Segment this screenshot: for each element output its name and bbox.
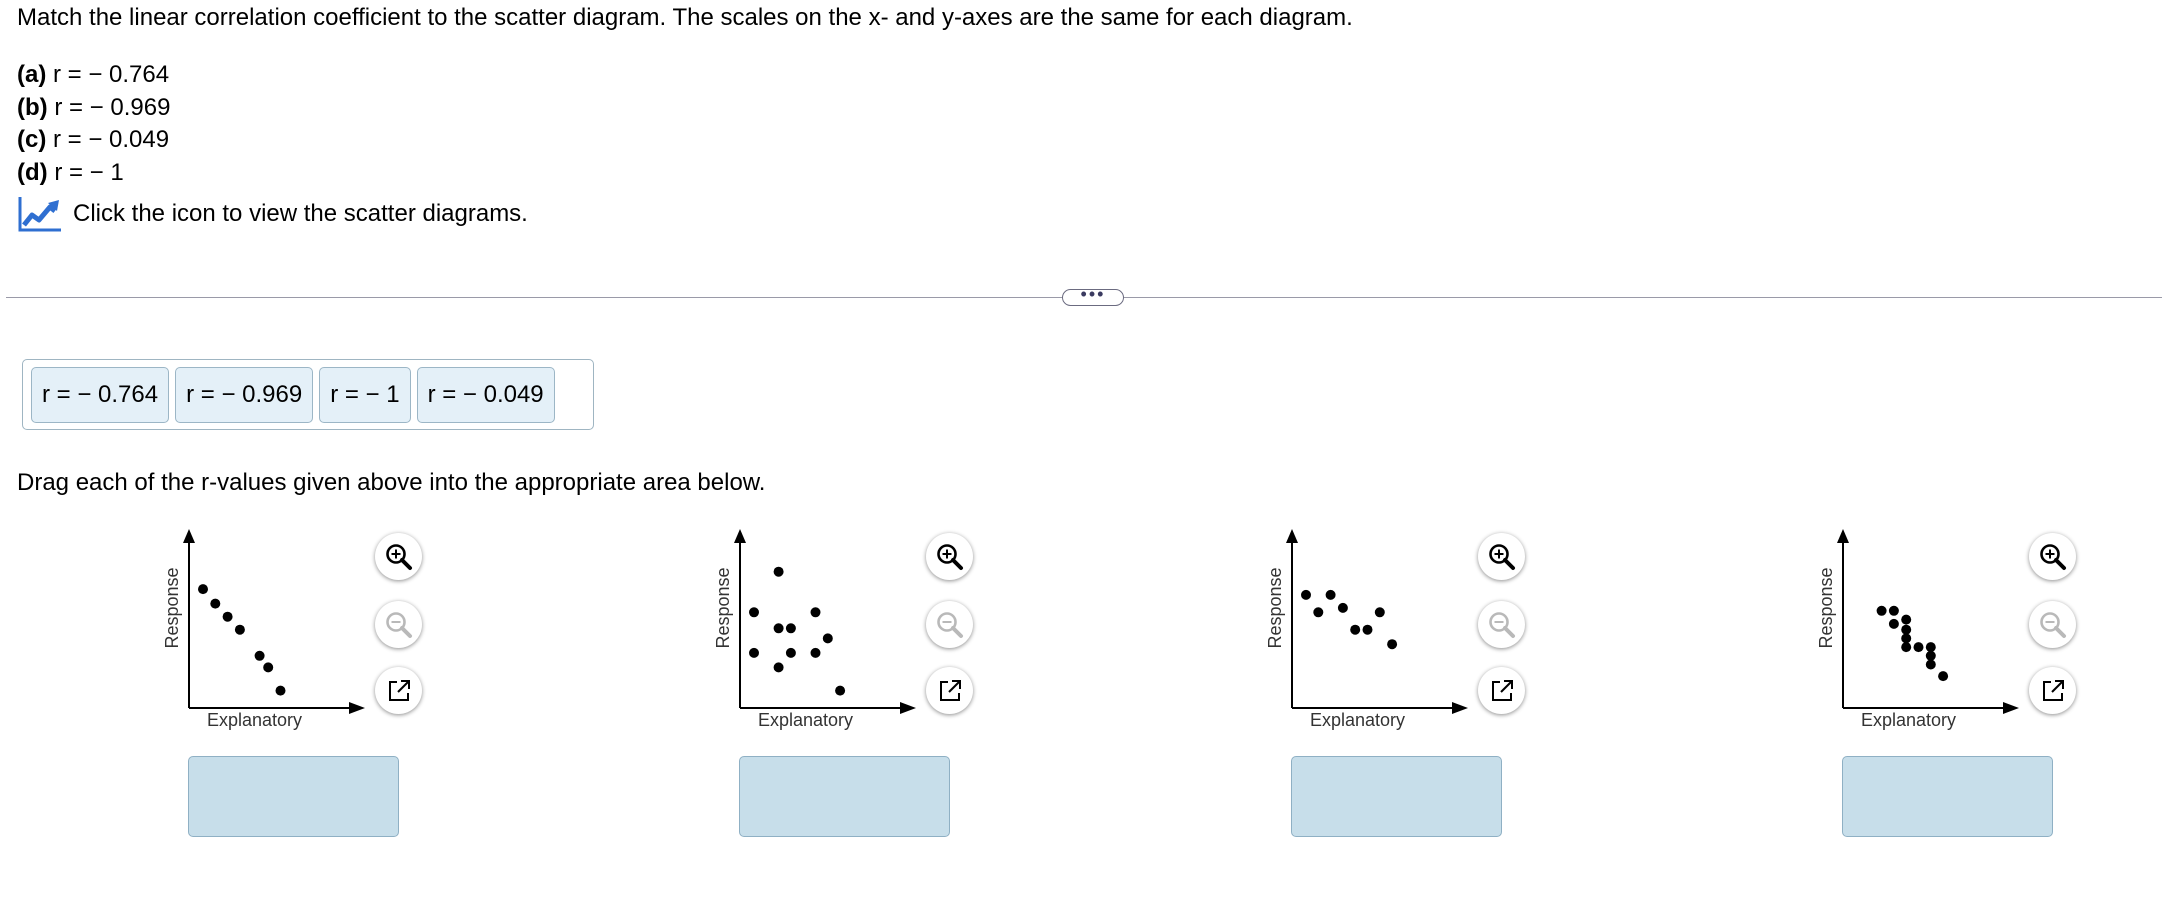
external-link-icon xyxy=(1489,678,1515,704)
scatter-point xyxy=(1363,625,1373,635)
scatter-point xyxy=(1877,606,1887,616)
zoom-out-icon xyxy=(935,610,965,640)
zoom-out-button[interactable] xyxy=(375,601,422,648)
divider-handle[interactable]: ••• xyxy=(1062,289,1124,306)
scatter-point xyxy=(1338,603,1348,613)
drop-zone[interactable] xyxy=(1291,756,1502,837)
option-d: (d) r = − 1 xyxy=(17,158,124,186)
scatter-plot xyxy=(162,527,375,737)
scatter-point xyxy=(235,625,245,635)
answer-tray xyxy=(22,359,594,430)
zoom-out-button[interactable] xyxy=(2029,601,2076,648)
scatter-point xyxy=(1901,633,1911,643)
y-axis-arrow xyxy=(734,529,746,543)
scatter-point xyxy=(1901,615,1911,625)
x-axis-label: Explanatory xyxy=(758,710,854,730)
zoom-in-button[interactable] xyxy=(375,533,422,580)
x-axis-arrow xyxy=(900,702,916,714)
zoom-in-icon xyxy=(1487,542,1517,572)
r-chip[interactable]: r = − 1 xyxy=(319,367,410,423)
x-axis-label: Explanatory xyxy=(1861,710,1957,730)
zoom-out-button[interactable] xyxy=(926,601,973,648)
x-axis-arrow xyxy=(2003,702,2019,714)
external-link-icon xyxy=(386,678,412,704)
scatter-point xyxy=(1938,671,1948,681)
scatter-point xyxy=(1313,607,1323,617)
scatter-point xyxy=(1889,619,1899,629)
open-graph-button[interactable] xyxy=(1478,667,1525,714)
scatter-point xyxy=(749,607,759,617)
scatter-point xyxy=(1326,590,1336,600)
drop-zone[interactable] xyxy=(1842,756,2053,837)
scatter-point xyxy=(835,686,845,696)
scatter-point xyxy=(749,648,759,658)
x-axis-arrow xyxy=(1452,702,1468,714)
external-link-icon xyxy=(937,678,963,704)
scatter-point xyxy=(811,607,821,617)
scatter-point xyxy=(1387,639,1397,649)
open-graph-button[interactable] xyxy=(926,667,973,714)
zoom-out-button[interactable] xyxy=(1478,601,1525,648)
scatter-point xyxy=(223,612,233,622)
scatter-point xyxy=(1375,607,1385,617)
scatter-point xyxy=(1350,625,1360,635)
scatter-point xyxy=(774,662,784,672)
option-c: (c) r = − 0.049 xyxy=(17,126,170,153)
y-axis-arrow xyxy=(1837,529,1849,543)
scatter-point xyxy=(276,686,286,696)
y-axis-label: Response xyxy=(1265,567,1285,649)
scatter-plot xyxy=(1816,527,2029,737)
drop-zone[interactable] xyxy=(739,756,950,837)
drop-zone[interactable] xyxy=(188,756,399,837)
scatter-point xyxy=(255,651,265,661)
scatter-point xyxy=(198,584,208,594)
zoom-in-icon xyxy=(384,542,414,572)
open-graph-button[interactable] xyxy=(2029,667,2076,714)
scatter-point xyxy=(1889,606,1899,616)
r-chip[interactable]: r = − 0.049 xyxy=(417,367,555,423)
zoom-out-icon xyxy=(1487,610,1517,640)
option-b: (b) r = − 0.969 xyxy=(17,93,171,121)
zoom-in-button[interactable] xyxy=(926,533,973,580)
scatter-point xyxy=(786,648,796,658)
y-axis-label: Response xyxy=(162,567,182,649)
line-chart-icon[interactable] xyxy=(17,195,63,233)
view-scatter-diagrams-row xyxy=(17,195,528,233)
scatter-point xyxy=(1926,651,1936,661)
open-graph-button[interactable] xyxy=(375,667,422,714)
zoom-out-icon xyxy=(384,610,414,640)
drag-instruction: Drag each of the r-values given above into the appropriate area below. xyxy=(17,469,766,496)
zoom-in-icon xyxy=(2038,542,2068,572)
scatter-panel-1 xyxy=(162,527,495,843)
scatter-point xyxy=(774,567,784,577)
zoom-in-button[interactable] xyxy=(1478,533,1525,580)
scatter-point xyxy=(823,633,833,643)
scatter-point xyxy=(786,623,796,633)
zoom-in-icon xyxy=(935,542,965,572)
question-prompt: Match the linear correlation coefficient to the scatter diagram. The scales on the x- and y-axes are the same for each diagram. xyxy=(17,4,1353,31)
y-axis-label: Response xyxy=(713,567,733,649)
external-link-icon xyxy=(2040,678,2066,704)
scatter-point xyxy=(210,599,220,609)
scatter-point xyxy=(1901,642,1911,652)
scatter-plot xyxy=(713,527,926,737)
r-chip[interactable]: r = − 0.764 xyxy=(31,367,169,423)
scatter-point xyxy=(1901,625,1911,635)
scatter-point xyxy=(774,623,784,633)
scatter-panel-3 xyxy=(1265,527,1598,843)
scatter-point xyxy=(1926,660,1936,670)
r-chip[interactable]: r = − 0.969 xyxy=(175,367,313,423)
y-axis-arrow xyxy=(1286,529,1298,543)
scatter-panel-4 xyxy=(1816,527,2149,843)
scatter-plot xyxy=(1265,527,1478,737)
scatter-point xyxy=(811,648,821,658)
zoom-out-icon xyxy=(2038,610,2068,640)
scatter-point xyxy=(263,662,273,672)
y-axis-label: Response xyxy=(1816,567,1836,649)
zoom-in-button[interactable] xyxy=(2029,533,2076,580)
y-axis-arrow xyxy=(183,529,195,543)
x-axis-arrow xyxy=(349,702,365,714)
view-scatter-diagrams-text[interactable]: Click the icon to view the scatter diagrams. xyxy=(73,200,528,227)
scatter-panel-2 xyxy=(713,527,1046,843)
option-a: (a) r = − 0.764 xyxy=(17,61,170,88)
x-axis-label: Explanatory xyxy=(207,710,303,730)
scatter-point xyxy=(1301,590,1311,600)
scatter-point xyxy=(1926,642,1936,652)
answer-options xyxy=(17,59,170,189)
scatter-point xyxy=(1914,642,1924,652)
x-axis-label: Explanatory xyxy=(1310,710,1406,730)
